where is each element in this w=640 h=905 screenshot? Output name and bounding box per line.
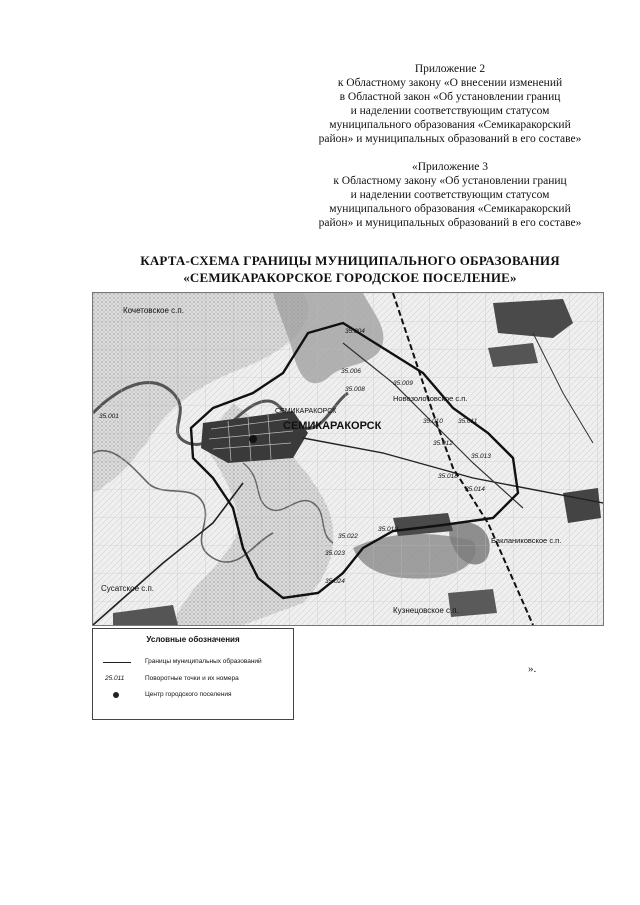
turning-point-icon bbox=[101, 673, 133, 685]
closing-quote: ». bbox=[528, 663, 537, 675]
label-point: 35.023 bbox=[325, 550, 345, 557]
legend-item-boundary bbox=[101, 656, 289, 668]
label-point: 35.024 bbox=[325, 578, 345, 585]
label-semikarakorsk-small: СЕМИКАРАКОРСК bbox=[275, 408, 337, 415]
annex-line: к Областному закону «О внесении изменений bbox=[337, 77, 563, 89]
label-point: 35.008 bbox=[345, 386, 365, 393]
label-point: 35.011 bbox=[458, 418, 478, 425]
annex-line: и наделении соответствующим статусом bbox=[350, 105, 550, 117]
legend-item-turning-points bbox=[101, 673, 289, 685]
annex-line: муниципального образования «Семикаракорский bbox=[329, 119, 571, 131]
legend-label: Центр городского поселения bbox=[145, 691, 232, 698]
label-point: 35.009 bbox=[393, 380, 413, 387]
label-kuznetsovskoe: Кузнецовское с.п. bbox=[393, 606, 459, 615]
legend-item-center bbox=[101, 689, 289, 701]
legend-label: Поворотные точки и их номера bbox=[145, 675, 239, 682]
label-susatskoe: Сусатское с.п. bbox=[101, 584, 155, 593]
label-point: 35.018 bbox=[438, 473, 458, 480]
city-center-marker bbox=[249, 435, 257, 443]
annex-line: к Областному закону «Об установлении границ bbox=[333, 175, 567, 187]
annex-line: район» и муниципальных образований в его составе» bbox=[318, 133, 582, 145]
label-point: 35.014 bbox=[465, 486, 485, 493]
label-point: 35.019 bbox=[378, 526, 398, 533]
boundary-line-icon bbox=[101, 656, 133, 668]
label-point: 35.006 bbox=[341, 368, 361, 375]
annex-line: и наделении соответствующим статусом bbox=[350, 189, 550, 201]
label-point: 35.001 bbox=[99, 413, 119, 420]
annex-line: муниципального образования «Семикаракорский bbox=[329, 203, 571, 215]
label-point: 35.010 bbox=[423, 418, 443, 425]
label-point: 35.013 bbox=[471, 453, 491, 460]
annex-header-1 bbox=[300, 62, 600, 146]
boundary-map bbox=[92, 292, 604, 626]
annex-heading: Приложение 2 bbox=[414, 63, 486, 75]
annex-header-2 bbox=[300, 160, 600, 230]
map-title-line-1: КАРТА-СХЕМА ГРАНИЦЫ МУНИЦИПАЛЬНОГО ОБРАЗОВАНИЯ bbox=[140, 253, 560, 268]
label-semikarakorsk: СЕМИКАРАКОРСК bbox=[283, 420, 382, 432]
annex-line: в Областной закон «Об установлении границ bbox=[339, 91, 561, 103]
annex-line: район» и муниципальных образований в его составе» bbox=[318, 217, 582, 229]
map-title bbox=[100, 252, 600, 286]
label-novozolotovskoe: Новозолотовское с.п. bbox=[393, 394, 468, 403]
legend-title: Условные обозначения bbox=[146, 635, 240, 644]
legend-label: Границы муниципальных образований bbox=[145, 658, 262, 665]
map-canvas bbox=[93, 293, 603, 625]
annex-heading: «Приложение 3 bbox=[411, 161, 489, 173]
label-kochetovskoe: Кочетовское с.п. bbox=[123, 306, 184, 315]
label-bakhanikovskoe: Бакланиковское с.п. bbox=[491, 536, 562, 545]
map-title-line-2: «СЕМИКАРАКОРСКОЕ ГОРОДСКОЕ ПОСЕЛЕНИЕ» bbox=[183, 270, 517, 285]
center-dot-icon bbox=[101, 689, 133, 701]
map-grid bbox=[93, 293, 603, 625]
label-point: 35.022 bbox=[338, 533, 358, 540]
legend-sample-number: 25.011 bbox=[105, 675, 125, 682]
label-point: 35.012 bbox=[433, 440, 453, 447]
label-point: 35.004 bbox=[345, 328, 365, 335]
map-legend bbox=[92, 628, 294, 720]
